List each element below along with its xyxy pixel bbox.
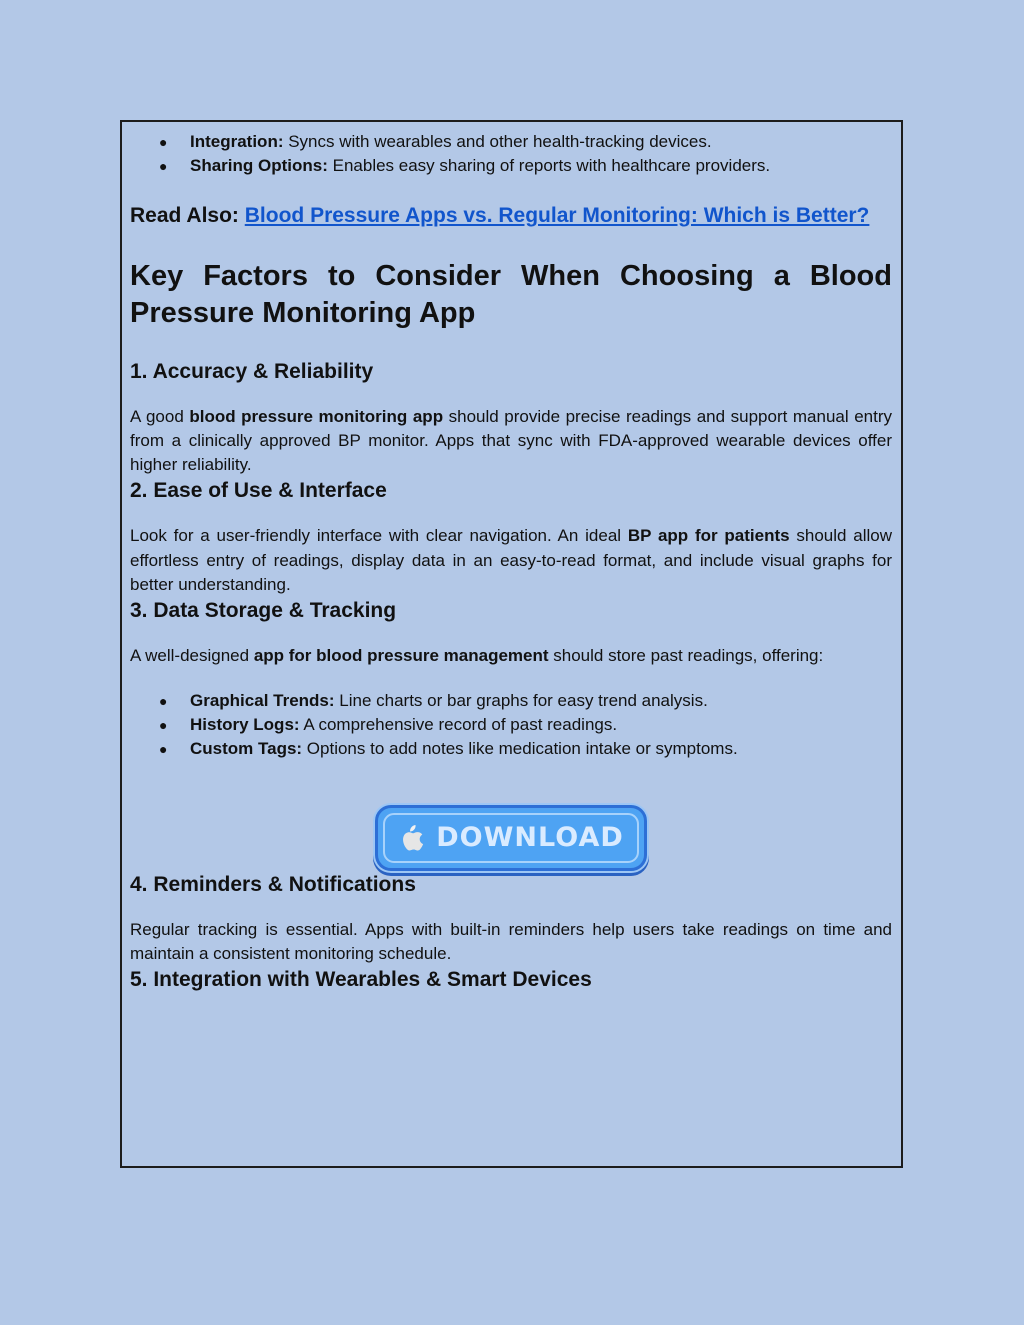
- list-item: [130, 737, 892, 761]
- section-text-storage: [130, 644, 892, 668]
- section-text-reminders: Regular tracking is essential. Apps with built-in reminders help users take readings on time and maintain a consistent monitoring schedule.: [130, 919, 892, 963]
- read-also-link[interactable]: Blood Pressure Apps vs. Regular Monitoring: Which is Better?: [244, 203, 870, 227]
- list-item-title: History Logs:: [190, 714, 300, 734]
- list-item: [130, 713, 892, 737]
- list-item-title: Integration:: [190, 132, 284, 151]
- list-item-title: Graphical Trends:: [190, 690, 335, 710]
- bullet-icon: ●: [159, 741, 168, 758]
- apple-icon: [398, 823, 424, 853]
- feature-list: [130, 130, 892, 179]
- text-span: should store past readings, offering:: [548, 646, 824, 666]
- list-item-text: Options to add notes like medication intake or symptoms.: [302, 739, 738, 759]
- section-text-accuracy: [130, 405, 892, 478]
- storage-feature-list: [130, 689, 892, 762]
- text-span: should provide precise readings and support manual entry from a clinically approved BP monitor. Apps that sync with FDA-approved wearable devices offer higher reliability.: [130, 406, 893, 475]
- list-item-title: Custom Tags:: [190, 739, 303, 759]
- bold-keyword: app for blood pressure management: [253, 646, 549, 666]
- bold-keyword: blood pressure monitoring app: [189, 406, 444, 426]
- list-item: [130, 154, 892, 178]
- list-item-text: Enables easy sharing of reports with healthcare providers.: [327, 156, 771, 176]
- section-heading-storage: 3. Data Storage & Tracking: [130, 599, 397, 623]
- bullet-icon: ●: [159, 716, 168, 733]
- document-page: [120, 120, 903, 1168]
- text-span: Look for a user-friendly interface with clear navigation. An ideal: [130, 526, 628, 546]
- download-button-label: DOWNLOAD: [436, 822, 624, 854]
- read-also: [130, 201, 892, 230]
- bullet-icon: ●: [159, 692, 168, 709]
- list-item-title: Sharing Options:: [190, 156, 328, 176]
- section-heading-accuracy: 1. Accuracy & Reliability: [130, 359, 374, 383]
- section-text-ease: [130, 524, 892, 597]
- bold-keyword: BP app for patients: [627, 526, 790, 546]
- section-heading-integration: 5. Integration with Wearables & Smart Devices: [130, 968, 592, 992]
- list-item: [130, 689, 892, 713]
- text-span: A good: [130, 406, 190, 426]
- read-also-label: Read Also:: [130, 203, 245, 227]
- list-item-text: Syncs with wearables and other health-tracking devices.: [283, 132, 712, 151]
- list-item-text: Line charts or bar graphs for easy trend analysis.: [334, 690, 708, 710]
- bullet-icon: ●: [159, 158, 168, 175]
- download-area: [130, 805, 892, 871]
- download-button[interactable]: [375, 805, 647, 871]
- text-span: A well-designed: [130, 646, 254, 666]
- bullet-icon: ●: [159, 134, 168, 150]
- list-item: [130, 130, 892, 154]
- list-item-text: A comprehensive record of past readings.: [299, 714, 618, 734]
- section-heading-ease: 2. Ease of Use & Interface: [130, 479, 387, 503]
- section-heading-reminders: 4. Reminders & Notifications: [130, 872, 416, 896]
- page-title: Key Factors to Consider When Choosing a Blood Pressure Monitoring App: [130, 259, 892, 329]
- text-span: should allow effortless entry of readings, display data in an easy-to-read format, and include visual graphs for better understanding.: [130, 526, 892, 595]
